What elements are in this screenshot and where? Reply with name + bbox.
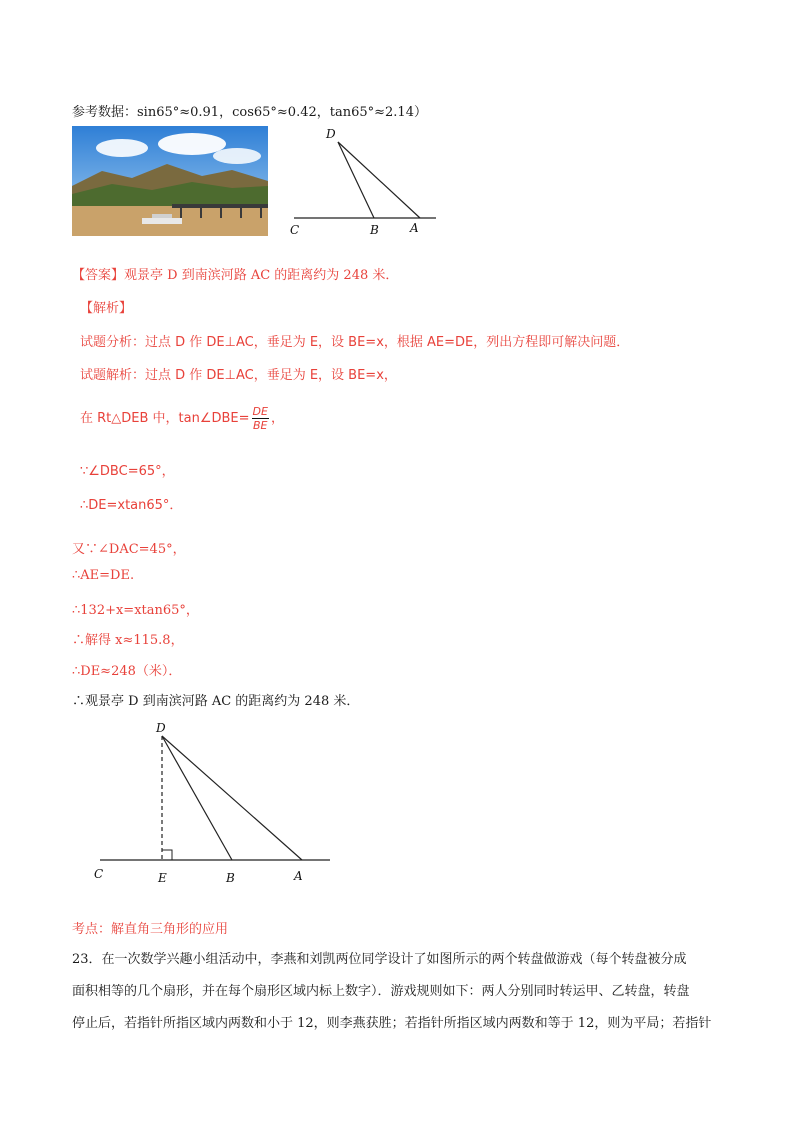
answer-line: 【答案】观景亭 D 到南滨河路 AC 的距离约为 248 米． <box>72 268 399 283</box>
rt-tan-suffix: ， <box>270 411 284 426</box>
label-A: A <box>410 221 419 235</box>
knowledge-point: 考点：解直角三角形的应用 <box>72 922 229 937</box>
label-B: B <box>370 223 379 237</box>
tan-fraction <box>252 405 269 432</box>
problem-23-line-1: 23．在一次数学兴趣小组活动中，李燕和刘凯两位同学设计了如图所示的两个转盘做游戏（每个转盘被分成 <box>72 952 687 967</box>
rt-tan-prefix: 在 Rt△DEB 中，tan∠DBE= <box>80 411 250 426</box>
landscape-photo <box>72 126 268 236</box>
label-D-bottom: D <box>156 721 166 735</box>
figure-bottom <box>88 716 338 888</box>
analysis-heading: 【解析】 <box>80 301 133 316</box>
step-4: ∴AE=DE. <box>72 568 135 583</box>
figure-top <box>280 124 450 240</box>
label-B-bottom: B <box>226 871 235 885</box>
step-1: ∵∠DBC=65°， <box>80 464 175 479</box>
reference-data-line: 参考数据：sin65°≈0.91，cos65°≈0.42，tan65°≈2.14） <box>72 105 427 120</box>
solution-start: 试题解析：过点 D 作 DE⊥AC，垂足为 E，设 BE=x， <box>80 368 397 383</box>
step-3: 又∵∠DAC=45°， <box>72 542 186 557</box>
step-2: ∴DE=xtan65°． <box>80 498 183 513</box>
step-5: ∴132+x=xtan65°， <box>72 603 199 618</box>
rt-tan-line <box>80 405 284 432</box>
fraction-denominator: BE <box>252 419 268 432</box>
problem-23-line-2: 面积相等的几个扇形，并在每个扇形区域内标上数字）．游戏规则如下：两人分别同时转运甲、乙转盘，转盘 <box>72 984 690 999</box>
label-E-bottom: E <box>158 871 167 885</box>
problem-23-line-3: 停止后，若指针所指区域内两数和小于 12，则李燕获胜；若指针所指区域内两数和等于 12，则为平局；若指针 <box>72 1016 712 1031</box>
analysis-hint: 试题分析：过点 D 作 DE⊥AC，垂足为 E，设 BE=x，根据 AE=DE，列出方程即可解决问题． <box>80 335 630 350</box>
step-8: ∴观景亭 D 到南滨河路 AC 的距离约为 248 米． <box>72 694 360 709</box>
label-D: D <box>326 127 336 141</box>
label-A-bottom: A <box>294 869 303 883</box>
label-C-bottom: C <box>94 867 104 881</box>
fraction-numerator: DE <box>252 405 268 418</box>
step-6: ∴解得 x≈115.8， <box>72 633 184 648</box>
step-7: ∴DE≈248（米）． <box>72 664 182 679</box>
label-C: C <box>290 223 300 237</box>
